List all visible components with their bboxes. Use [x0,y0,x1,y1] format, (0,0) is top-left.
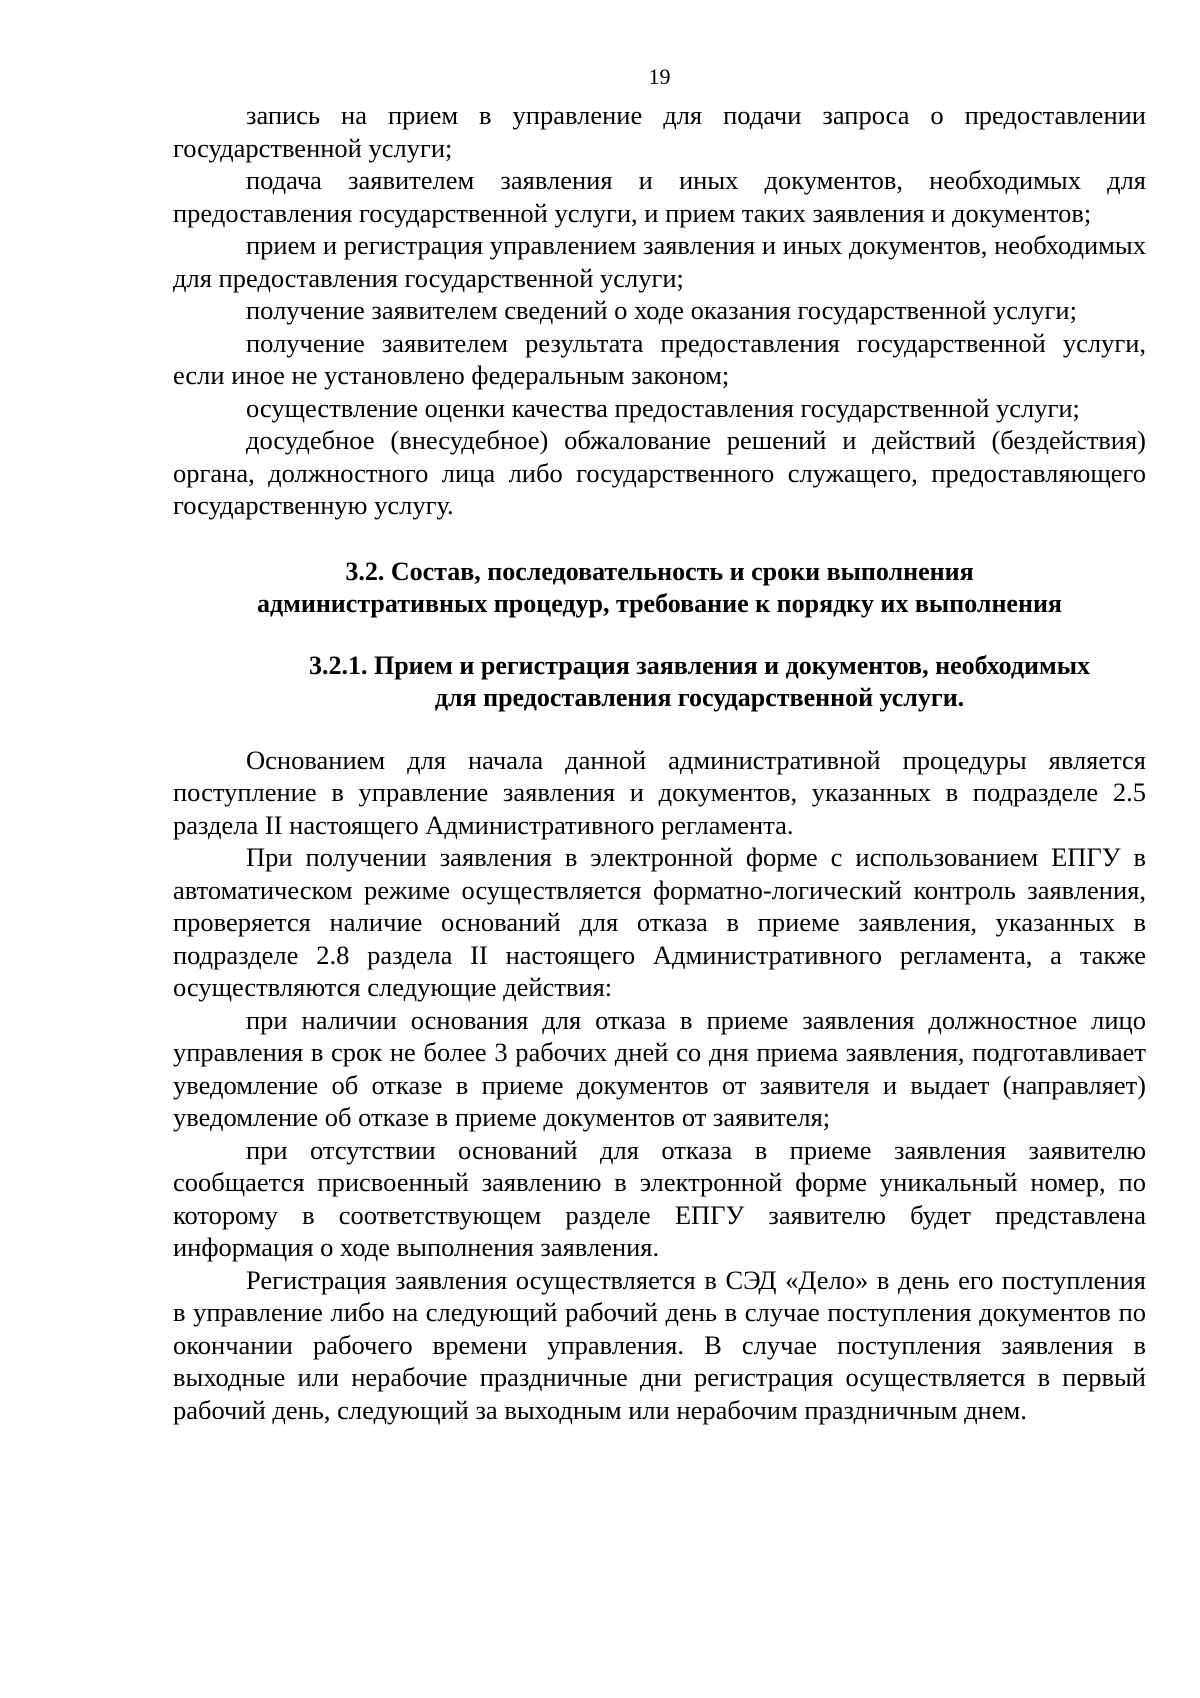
body-paragraph: Регистрация заявления осуществляется в СЭД «Дело» в день его поступления в управление либо на следующий рабочий день в случае поступления документов по окончании рабочего времени управления. В случае поступления заявления в выходные или нерабочие праздничные дни регистрация осуществляется в первый рабочий день, следующий за выходным или нерабочим праздничным днем. [173,1264,1146,1425]
list-item: запись на прием в управление для подачи запроса о предоставлении государственной услуги; [173,100,1146,163]
body-paragraph: При получении заявления в электронной форме с использованием ЕПГУ в автоматическом режиме осуществляется форматно-логический контроль заявления, проверяется наличие оснований для отказа в приеме заявления, указанных в подразделе 2.8 раздела II настоящего Административного регламента, а также осуществляются следующие действия: [173,842,1146,1002]
list-item: подача заявителем заявления и иных документов, необходимых для предоставления государственной услуги, и прием таких заявления и документов; [173,165,1146,228]
body-paragraph: при отсутствии оснований для отказа в приеме заявления заявителю сообщается присвоенный заявлению в электронной форме уникальный номер, по которому в соответствующем разделе ЕПГУ заявителю будет представлена информация о ходе выполнения заявления. [173,1134,1146,1262]
section-heading-line: административных процедур, требование к порядку их выполнения [256,588,1062,618]
list-item: получение заявителем сведений о ходе оказания государственной услуги; [246,295,1077,325]
list-item: осуществление оценки качества предоставления государственной услуги; [246,392,1080,423]
section-heading [173,556,1146,620]
body-text [173,744,1146,1427]
document-page [173,62,1146,1426]
body-paragraph: Основанием для начала данной административной процедуры является поступление в управление заявления и документов, указанных в подразделе 2.5 раздела II настоящего Административного регламента. [173,744,1146,840]
section-heading-line: 3.2. Состав, последовательность и сроки выполнения [345,556,974,586]
subsection-heading [173,650,1146,714]
list-item: прием и регистрация управлением заявления и иных документов, необходимых для предоставления государственной услуги; [173,230,1146,293]
subsection-heading-line: для предоставления государственной услуги. [434,682,965,712]
list-item: досудебное (внесудебное) обжалование решений и действий (бездействия) органа, должностного лица либо государственного служащего, предоставляющего государственную услугу. [173,425,1146,520]
body-paragraph: при наличии основания для отказа в приеме заявления должностное лицо управления в срок не более 3 рабочих дней со дня приема заявления, подготавливает уведомление об отказе в приеме документов от заявителя и выдает (направляет) уведомление об отказе в приеме документов от заявителя; [173,1004,1146,1132]
page-number: 19 [648,64,671,89]
subsection-heading-line: 3.2.1. Прием и регистрация заявления и документов, необходимых [308,650,1091,680]
list-item: получение заявителем результата предоставления государственной услуги, если иное не установлено федеральным законом; [173,327,1146,390]
procedures-list [173,99,1146,522]
